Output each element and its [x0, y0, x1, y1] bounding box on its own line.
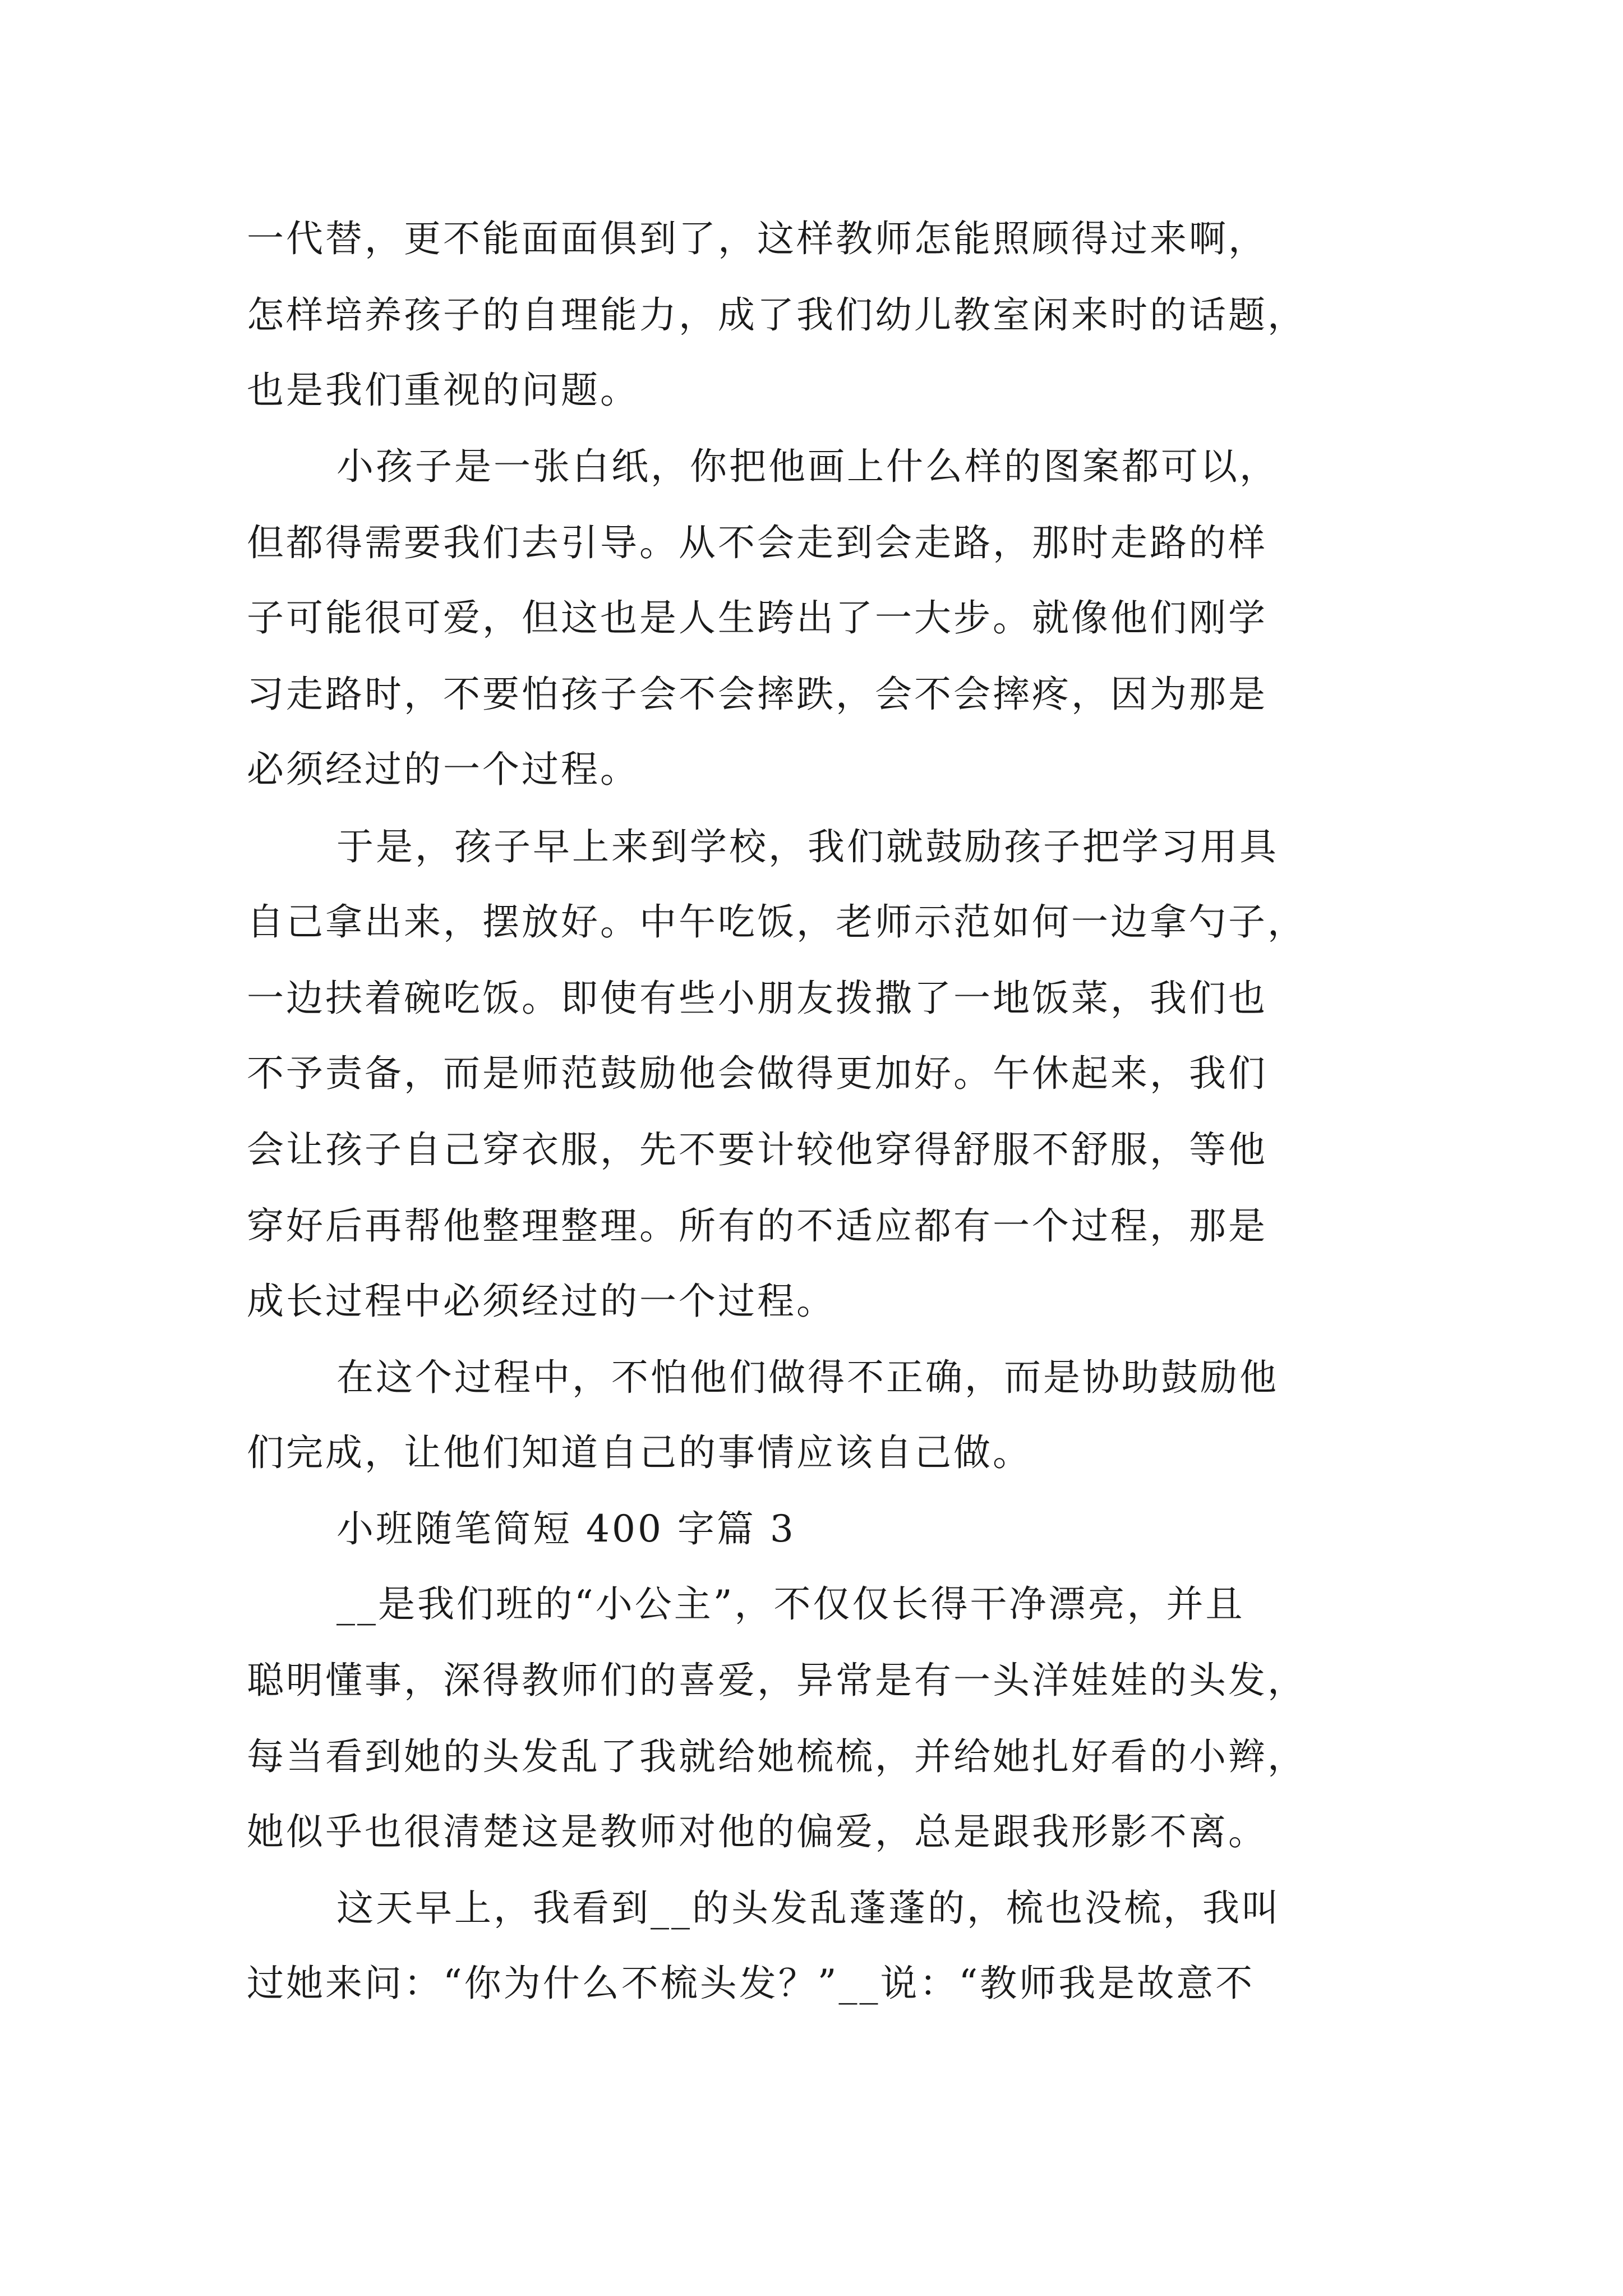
text-line: 这天早上，我看到__的头发乱蓬蓬的，梳也没梳，我叫 — [336, 1887, 1281, 1930]
text-line: 小孩子是一张白纸，你把他画上什么样的图案都可以， — [336, 445, 1279, 488]
text-line: 们完成，让他们知道自己的事情应该自己做。 — [247, 1431, 1032, 1474]
text-line: 必须经过的一个过程。 — [247, 748, 639, 791]
text-line: 一边扶着碗吃饭。即使有些小朋友拨撒了一地饭菜，我们也 — [247, 977, 1267, 1020]
text-line: 过她来问：“你为什么不梳头发？”__说：“教师我是故意不 — [247, 1962, 1255, 2005]
text-line: 自己拿出来，摆放好。中午吃饭，老师示范如何一边拿勺子， — [247, 900, 1307, 944]
text-line: 怎样培养孩子的自理能力，成了我们幼儿教室闲来时的话题， — [247, 293, 1307, 337]
text-line: 子可能很可爱，但这也是人生跨出了一大步。就像他们刚学 — [247, 596, 1267, 639]
section-heading: 小班随笔简短 400 字篇 3 — [336, 1507, 796, 1550]
text-line: 她似乎也很清楚这是教师对他的偏爱，总是跟我形影不离。 — [247, 1810, 1267, 1853]
text-line: 于是，孩子早上来到学校，我们就鼓励孩子把学习用具 — [336, 825, 1279, 868]
text-line: 每当看到她的头发乱了我就给她梳梳，并给她扎好看的小辫， — [247, 1735, 1307, 1778]
text-line: 一代替，更不能面面俱到了，这样教师怎能照顾得过来啊， — [247, 217, 1267, 260]
text-line: 也是我们重视的问题。 — [247, 369, 639, 412]
text-line: 穿好后再帮他整理整理。所有的不适应都有一个过程，那是 — [247, 1204, 1267, 1248]
text-line: 不予责备，而是师范鼓励他会做得更加好。午休起来，我们 — [247, 1052, 1267, 1095]
text-line: 会让孩子自己穿衣服，先不要计较他穿得舒服不舒服，等他 — [247, 1128, 1267, 1171]
text-line: __是我们班的“小公主”，不仅仅长得干净漂亮，并且 — [336, 1582, 1245, 1626]
text-line: 但都得需要我们去引导。从不会走到会走路，那时走路的样 — [247, 521, 1267, 564]
text-line: 聪明懂事，深得教师们的喜爱，异常是有一头洋娃娃的头发， — [247, 1659, 1307, 1702]
text-line: 习走路时，不要怕孩子会不会摔跌，会不会摔疼，因为那是 — [247, 673, 1267, 716]
text-line: 在这个过程中，不怕他们做得不正确，而是协助鼓励他 — [336, 1356, 1279, 1399]
text-line: 成长过程中必须经过的一个过程。 — [247, 1280, 836, 1323]
